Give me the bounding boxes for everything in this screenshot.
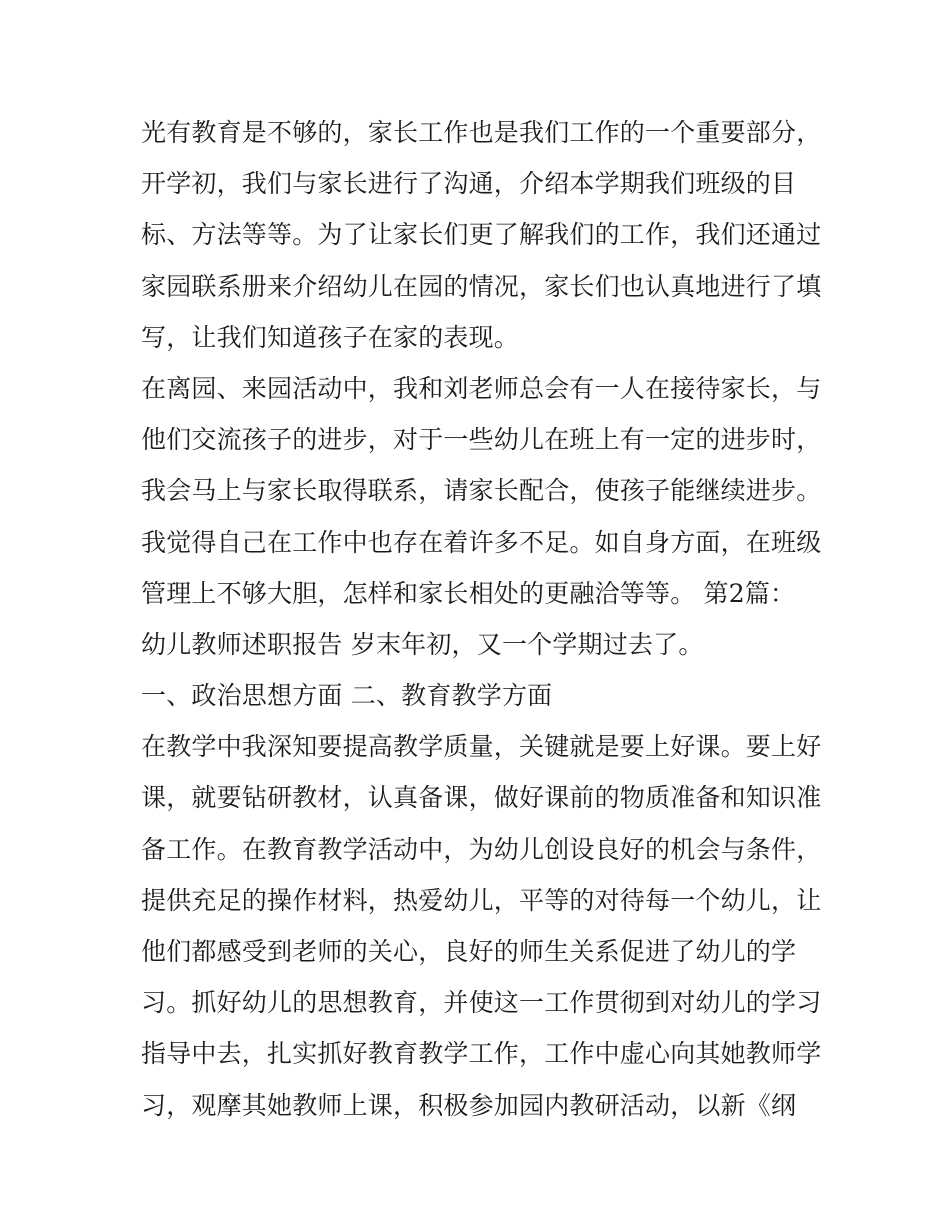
- text-line: 我会马上与家长取得联系，请家长配合，使孩子能继续进步。: [141, 476, 822, 506]
- text-line: 备工作。在教育教学活动中，为幼儿创设良好的机会与条件，: [141, 834, 822, 864]
- text-line: 习。抓好幼儿的思想教育，并使这一工作贯彻到对幼儿的学习: [141, 988, 822, 1018]
- text-line: 他们交流孩子的进步，对于一些幼儿在班上有一定的进步时，: [141, 425, 822, 455]
- text-line: 幼儿教师述职报告 岁末年初，又一个学期过去了。: [141, 629, 704, 659]
- text-line: 课，就要钻研教材，认真备课，做好课前的物质准备和知识准: [141, 783, 822, 813]
- text-line: 在离园、来园活动中，我和刘老师总会有一人在接待家长，与: [141, 373, 822, 403]
- text-line: 开学初，我们与家长进行了沟通，介绍本学期我们班级的目: [141, 169, 797, 199]
- text-line: 提供充足的操作材料，热爱幼儿，平等的对待每一个幼儿，让: [141, 885, 822, 915]
- text-line: 标、方法等等。为了让家长们更了解我们的工作，我们还通过: [141, 220, 822, 250]
- document-body: [141, 107, 821, 1131]
- text-line: 他们都感受到老师的关心，良好的师生关系促进了幼儿的学: [141, 937, 797, 966]
- text-line: 管理上不够大胆，怎样和家长相处的更融洽等等。 第2篇：: [141, 578, 796, 608]
- text-line: 光有教育是不够的，家长工作也是我们工作的一个重要部分，: [141, 118, 822, 147]
- text-line: 写，让我们知道孩子在家的表现。: [141, 322, 520, 352]
- text-line: 家园联系册来介绍幼儿在园的情况，家长们也认真地进行了填: [141, 271, 822, 301]
- text-line: 指导中去，扎实抓好教育教学工作，工作中虚心向其她教师学: [141, 1039, 822, 1069]
- text-line: 我觉得自己在工作中也存在着许多不足。如自身方面，在班级: [141, 527, 822, 557]
- text-line: 习，观摩其她教师上课，积极参加园内教研活动，以新《纲: [141, 1090, 797, 1120]
- section-heading-line: 一、政治思想方面 二、教育教学方面: [141, 681, 553, 711]
- text-line: 在教学中我深知要提高教学质量，关键就是要上好课。要上好: [141, 732, 822, 762]
